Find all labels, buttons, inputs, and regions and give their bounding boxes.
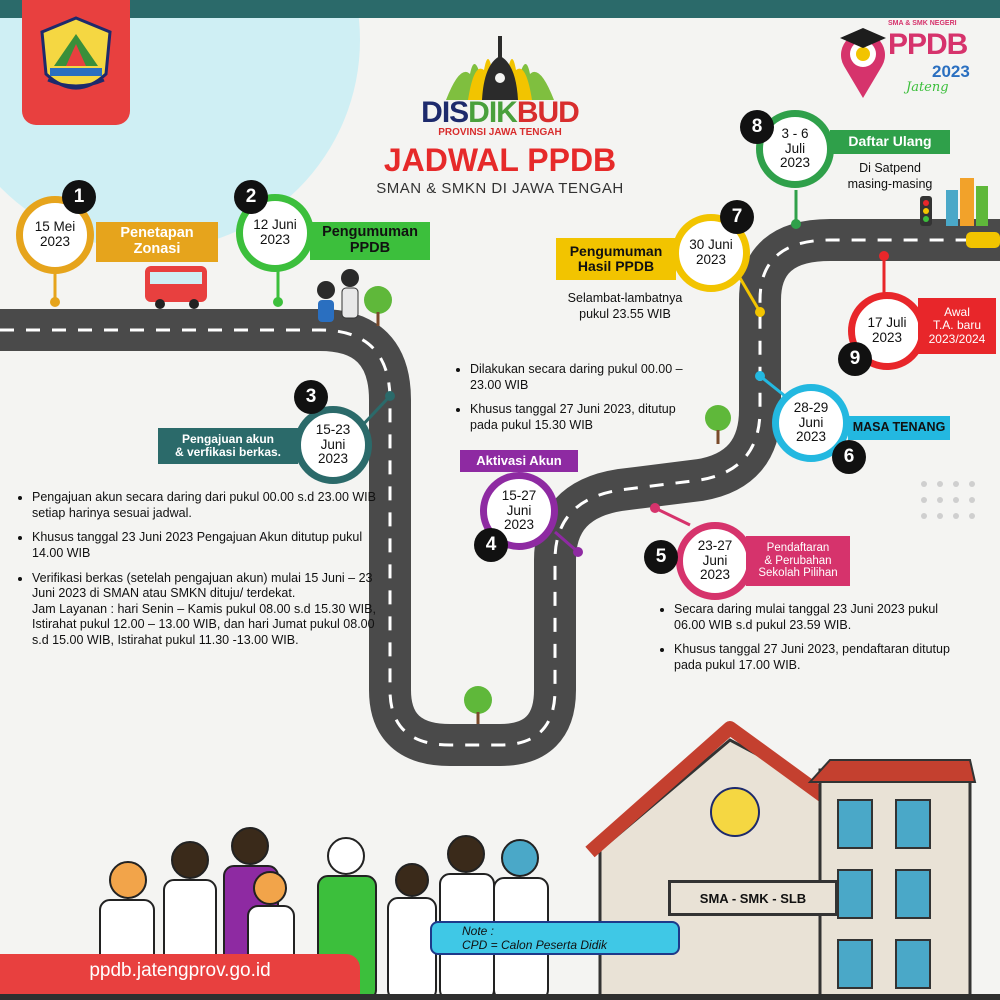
step-5-number: 5 (644, 540, 678, 574)
org-name: DISDIKBUD (421, 96, 579, 129)
step-4-bullet: • Dilakukan secara daring pukul 00.00 – 23.00 WIB (470, 362, 686, 393)
ppdb-logo-year: 2023 (932, 62, 970, 81)
step-2-number: 2 (234, 180, 268, 214)
step-3-number: 3 (294, 380, 328, 414)
step-3-date-circle: 15-23 Juni 2023 (294, 406, 372, 484)
step-7-label: Pengumuman Hasil PPDB (556, 238, 676, 280)
page-title: JADWAL PPDB (383, 142, 617, 178)
step-4-date-circle: 15-27 Juni 2023 (480, 472, 558, 550)
ppdb-logo-main: PPDB (888, 28, 968, 61)
step-4-details (456, 362, 686, 443)
step-7-date-circle: 30 Juni 2023 (672, 214, 750, 292)
bottom-strip (0, 994, 1000, 1000)
note-box (430, 921, 680, 955)
step-3-label: Pengajuan akun & verfikasi berkas. (158, 428, 298, 464)
step-2-label: Pengumuman PPDB (310, 222, 430, 260)
step-1-label: Penetapan Zonasi (96, 222, 218, 262)
ppdb-logo-region: Jateng (906, 80, 949, 95)
step-4-label: Aktivasi Akun (460, 450, 578, 472)
note-title: Note : (462, 924, 495, 938)
note-text: CPD = Calon Peserta Didik (462, 937, 608, 952)
step-1-number: 1 (62, 180, 96, 214)
ppdb-logo-top: SMA & SMK NEGERI (888, 20, 957, 27)
step-8-label: Daftar Ulang (830, 130, 950, 154)
step-5-bullet: • Khusus tanggal 27 Juni 2023, pendaftaran ditutup pada pukul 17.00 WIB. (674, 642, 960, 673)
step-5-date-circle: 23-27 Juni 2023 (676, 522, 754, 600)
page-subtitle: SMAN & SMKN DI JAWA TENGAH (376, 180, 624, 197)
step-9-number: 9 (838, 342, 872, 376)
step-6-number: 6 (832, 440, 866, 474)
step-6-label: MASA TENANG (848, 416, 950, 440)
step-6-date-circle: 28-29 Juni 2023 (772, 384, 850, 462)
step-4-bullet: • Khusus tanggal 27 Juni 2023, ditutup pada pukul 15.30 WIB (470, 402, 686, 433)
org-province: PROVINSI JAWA TENGAH (438, 127, 562, 138)
step-9-label: Awal T.A. baru 2023/2024 (918, 298, 996, 354)
step-8-date-circle: 3 - 6 Juli 2023 (756, 110, 834, 188)
footer-url[interactable]: ppdb.jatengprov.go.id (89, 960, 271, 981)
step-5-label: Pendaftaran & Perubahan Sekolah Pilihan (746, 536, 850, 586)
step-4-number: 4 (474, 528, 508, 562)
step-7-note: Selambat-lambatnya pukul 23.55 WIB (567, 291, 683, 322)
step-8-note: Di Satpend masing-masing (847, 161, 933, 192)
step-5-bullet: • Secara daring mulai tanggal 23 Juni 2023 pukul 06.00 WIB s.d pukul 23.59 WIB. (674, 602, 960, 633)
step-1-date-circle: 15 Mei 2023 (16, 196, 94, 274)
step-3-bullet: • Verifikasi berkas (setelah pengajuan akun) mulai 15 Juni – 23 Juni 2023 di SMAN atau SMKN dituju/ terdekat. Jam Layanan : hari Senin – Kamis pukul 08.00 s.d 15.30 WIB, Istirahat pukul 12.00 – 13.00 WIB, dan hari Jumat pukul 08.00 s.d 15.00 WIB, Istirahat pukul 11.30 -13.00 WIB. (32, 571, 393, 649)
step-3-bullet: • Pengajuan akun secara daring dari pukul 00.00 s.d 23.00 WIB setiap harinya sesuai jadwal. (32, 490, 393, 521)
step-5-details (660, 602, 960, 683)
step-3-details (18, 490, 393, 658)
step-7-number: 7 (720, 200, 754, 234)
school-sign: SMA - SMK - SLB (668, 880, 838, 916)
step-9-date-circle: 17 Juli 2023 (848, 292, 926, 370)
step-2-date-circle: 12 Juni 2023 (236, 194, 314, 272)
step-3-bullet: • Khusus tanggal 23 Juni 2023 Pengajuan Akun ditutup pukul 14.00 WIB (32, 530, 393, 561)
step-8-number: 8 (740, 110, 774, 144)
